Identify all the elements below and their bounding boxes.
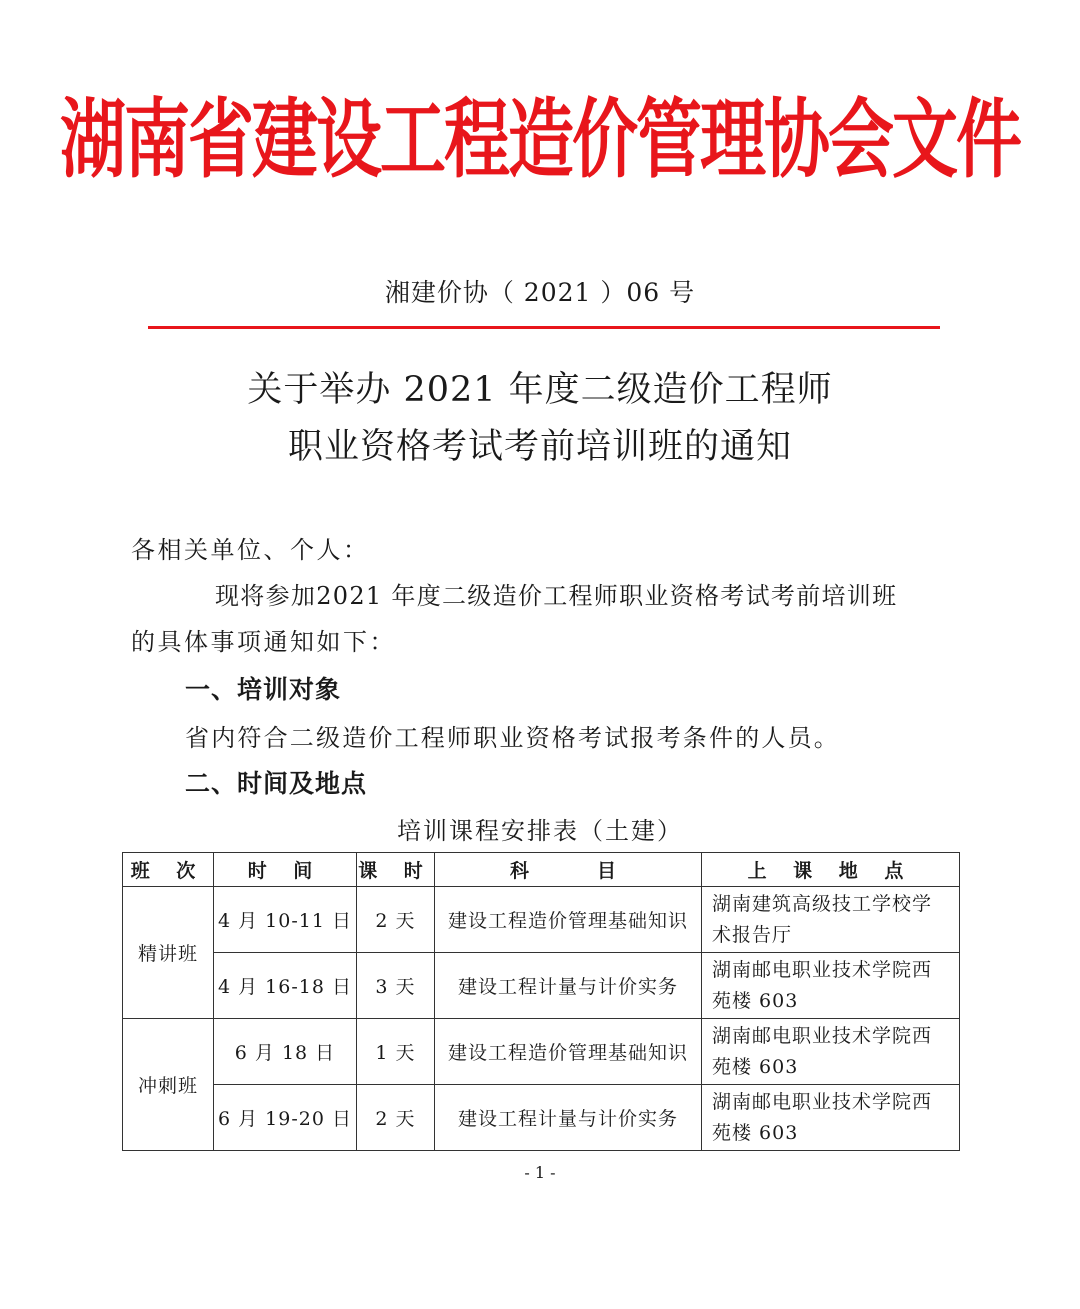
document-number: 湘建价协（ 2021 ）06 号 bbox=[384, 278, 696, 307]
location-line-1: 湖南邮电职业技术学院西 bbox=[712, 1024, 933, 1047]
location-cell bbox=[702, 1019, 960, 1085]
salutation: 各相关单位、个人： bbox=[131, 536, 370, 564]
class-name-cell: 精讲班 bbox=[123, 887, 214, 1019]
header-hours: 课 时 bbox=[357, 853, 435, 887]
location-line-1: 湖南建筑高级技工学校学 bbox=[712, 892, 933, 915]
location-cell bbox=[702, 953, 960, 1019]
location-line-2: 苑楼 603 bbox=[712, 1055, 799, 1078]
header-location: 上 课 地 点 bbox=[702, 853, 960, 887]
hours-cell: 3 天 bbox=[357, 953, 435, 1019]
intro-paragraph-line-1: 现将参加2021 年度二级造价工程师职业资格考试考前培训班 bbox=[215, 582, 898, 610]
page-number: - 1 - bbox=[524, 1163, 556, 1182]
table-row bbox=[123, 1085, 960, 1151]
table-header-row bbox=[123, 853, 960, 887]
class-name-cell: 冲刺班 bbox=[123, 1019, 214, 1151]
location-line-1: 湖南邮电职业技术学院西 bbox=[712, 958, 933, 981]
header-time: 时 间 bbox=[214, 853, 357, 887]
red-separator-line bbox=[148, 326, 940, 329]
subject-cell: 建设工程计量与计价实务 bbox=[435, 953, 702, 1019]
table-caption: 培训课程安排表（土建） bbox=[397, 817, 683, 845]
training-schedule-table bbox=[122, 852, 960, 1151]
intro-paragraph-line-2: 的具体事项通知如下： bbox=[131, 628, 396, 656]
section-heading-training-targets: 一、培训对象 bbox=[185, 675, 342, 704]
hours-cell: 1 天 bbox=[357, 1019, 435, 1085]
location-line-2: 苑楼 603 bbox=[712, 1121, 799, 1144]
location-cell bbox=[702, 1085, 960, 1151]
section-text-training-targets: 省内符合二级造价工程师职业资格考试报考条件的人员。 bbox=[185, 724, 840, 752]
time-cell: 6 月 18 日 bbox=[214, 1019, 357, 1085]
section-heading-time-location: 二、时间及地点 bbox=[185, 769, 368, 798]
header-class: 班 次 bbox=[123, 853, 214, 887]
issuing-org-header: 湖南省建设工程造价管理协会文件 bbox=[60, 89, 1020, 190]
location-line-2: 苑楼 603 bbox=[712, 989, 799, 1012]
subject-cell: 建设工程计量与计价实务 bbox=[435, 1085, 702, 1151]
time-cell: 4 月 16-18 日 bbox=[214, 953, 357, 1019]
table-row bbox=[123, 1019, 960, 1085]
location-line-1: 湖南邮电职业技术学院西 bbox=[712, 1090, 933, 1113]
document-title-line-2: 职业资格考试考前培训班的通知 bbox=[287, 427, 792, 467]
table-row bbox=[123, 953, 960, 1019]
header-subject: 科 目 bbox=[435, 853, 702, 887]
time-cell: 6 月 19-20 日 bbox=[214, 1085, 357, 1151]
hours-cell: 2 天 bbox=[357, 887, 435, 953]
subject-cell: 建设工程造价管理基础知识 bbox=[435, 1019, 702, 1085]
location-cell bbox=[702, 887, 960, 953]
location-line-2: 术报告厅 bbox=[712, 923, 793, 946]
time-cell: 4 月 10-11 日 bbox=[214, 887, 357, 953]
hours-cell: 2 天 bbox=[357, 1085, 435, 1151]
subject-cell: 建设工程造价管理基础知识 bbox=[435, 887, 702, 953]
document-title-line-1: 关于举办 2021 年度二级造价工程师 bbox=[247, 370, 833, 410]
table-row bbox=[123, 887, 960, 953]
